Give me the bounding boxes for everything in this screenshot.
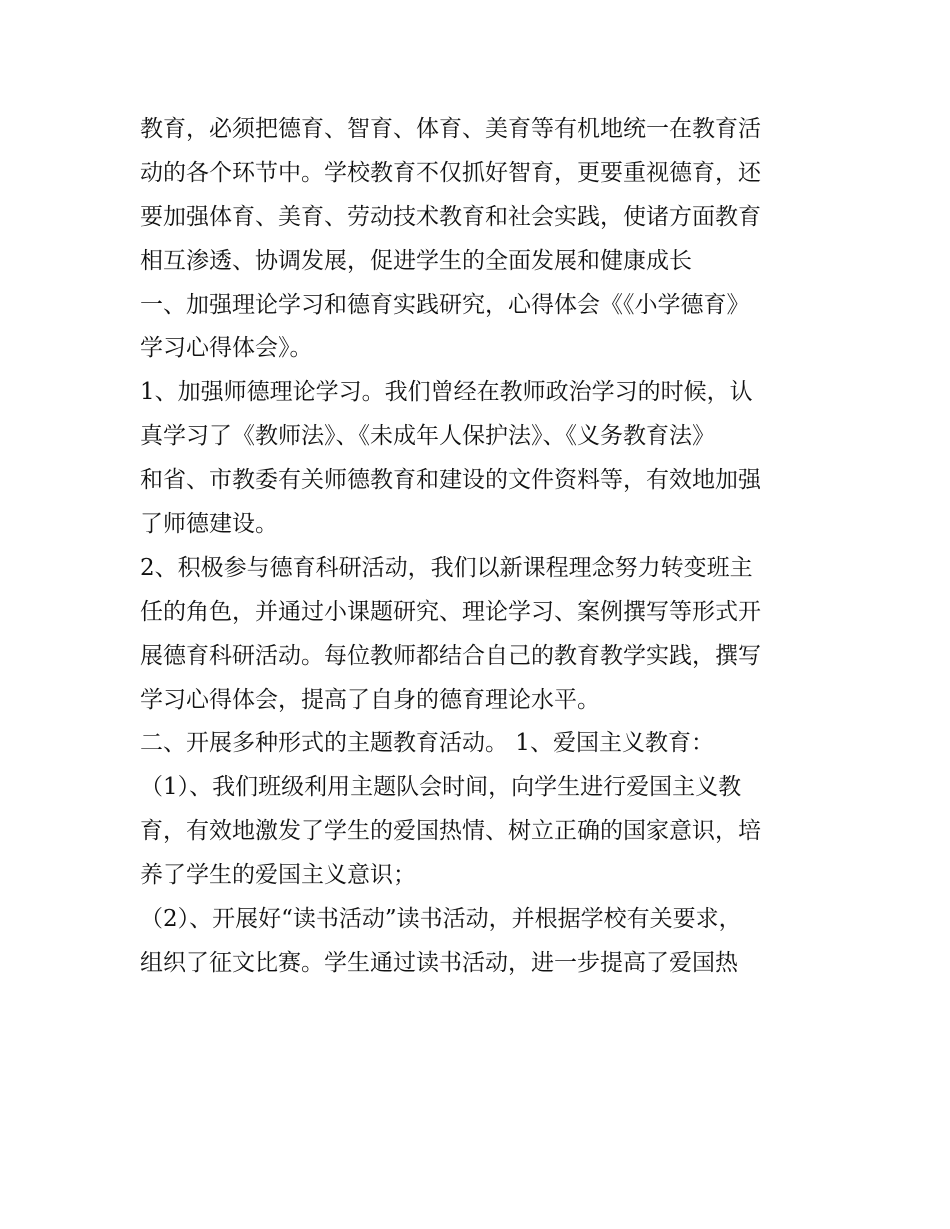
list-item-2: 2、积极参与德育科研活动，我们以新课程理念努力转变班主 <box>140 554 753 581</box>
sub-item-1: （1）、我们班级利用主题队会时间，向学生进行爱国主义教 <box>140 774 742 801</box>
text-line: 教育，必须把德育、智育、体育、美育等有机地统一在教育活 <box>140 116 761 142</box>
text-line: 养了学生的爱国主义意识； <box>140 862 416 889</box>
text-line: 育，有效地激发了学生的爱国热情、树立正确的国家意识，培 <box>140 818 761 845</box>
text-line: 学习心得体会》。 <box>140 335 313 362</box>
text-line: 真学习了《教师法》、《未成年人保护法》、《义务教育法》 <box>140 423 715 450</box>
text-line: 任的角色，并通过小课题研究、理论学习、案例撰写等形式开 <box>140 598 761 625</box>
list-item-1: 1、加强师德理论学习。我们曾经在教师政治学习的时候，认 <box>140 379 753 406</box>
text-line: 学习心得体会，提高了自身的德育理论水平。 <box>140 686 600 713</box>
text-line: 相互渗透、协调发展，促进学生的全面发展和健康成长 <box>140 247 692 274</box>
text-line: 展德育科研活动。每位教师都结合自己的教育教学实践，撰写 <box>140 642 761 669</box>
text-line: 动的各个环节中。学校教育不仅抓好智育，更要重视德育，还 <box>140 159 761 186</box>
text-line: 了师德建设。 <box>140 511 278 538</box>
section-heading-2: 二、开展多种形式的主题教育活动。 1、爱国主义教育： <box>140 730 714 757</box>
text-line: 要加强体育、美育、劳动技术教育和社会实践，使诸方面教育 <box>140 203 761 230</box>
text-line: 和省、市教委有关师德教育和建设的文件资料等，有效地加强 <box>140 467 761 494</box>
document-body <box>140 108 820 986</box>
sub-item-2: （2）、开展好“读书活动”读书活动，并根据学校有关要求， <box>140 906 742 933</box>
text-line: 组织了征文比赛。学生通过读书活动，进一步提高了爱国热 <box>140 949 738 976</box>
section-heading-1: 一、加强理论学习和德育实践研究，心得体会《《小学德育》 <box>140 291 750 318</box>
